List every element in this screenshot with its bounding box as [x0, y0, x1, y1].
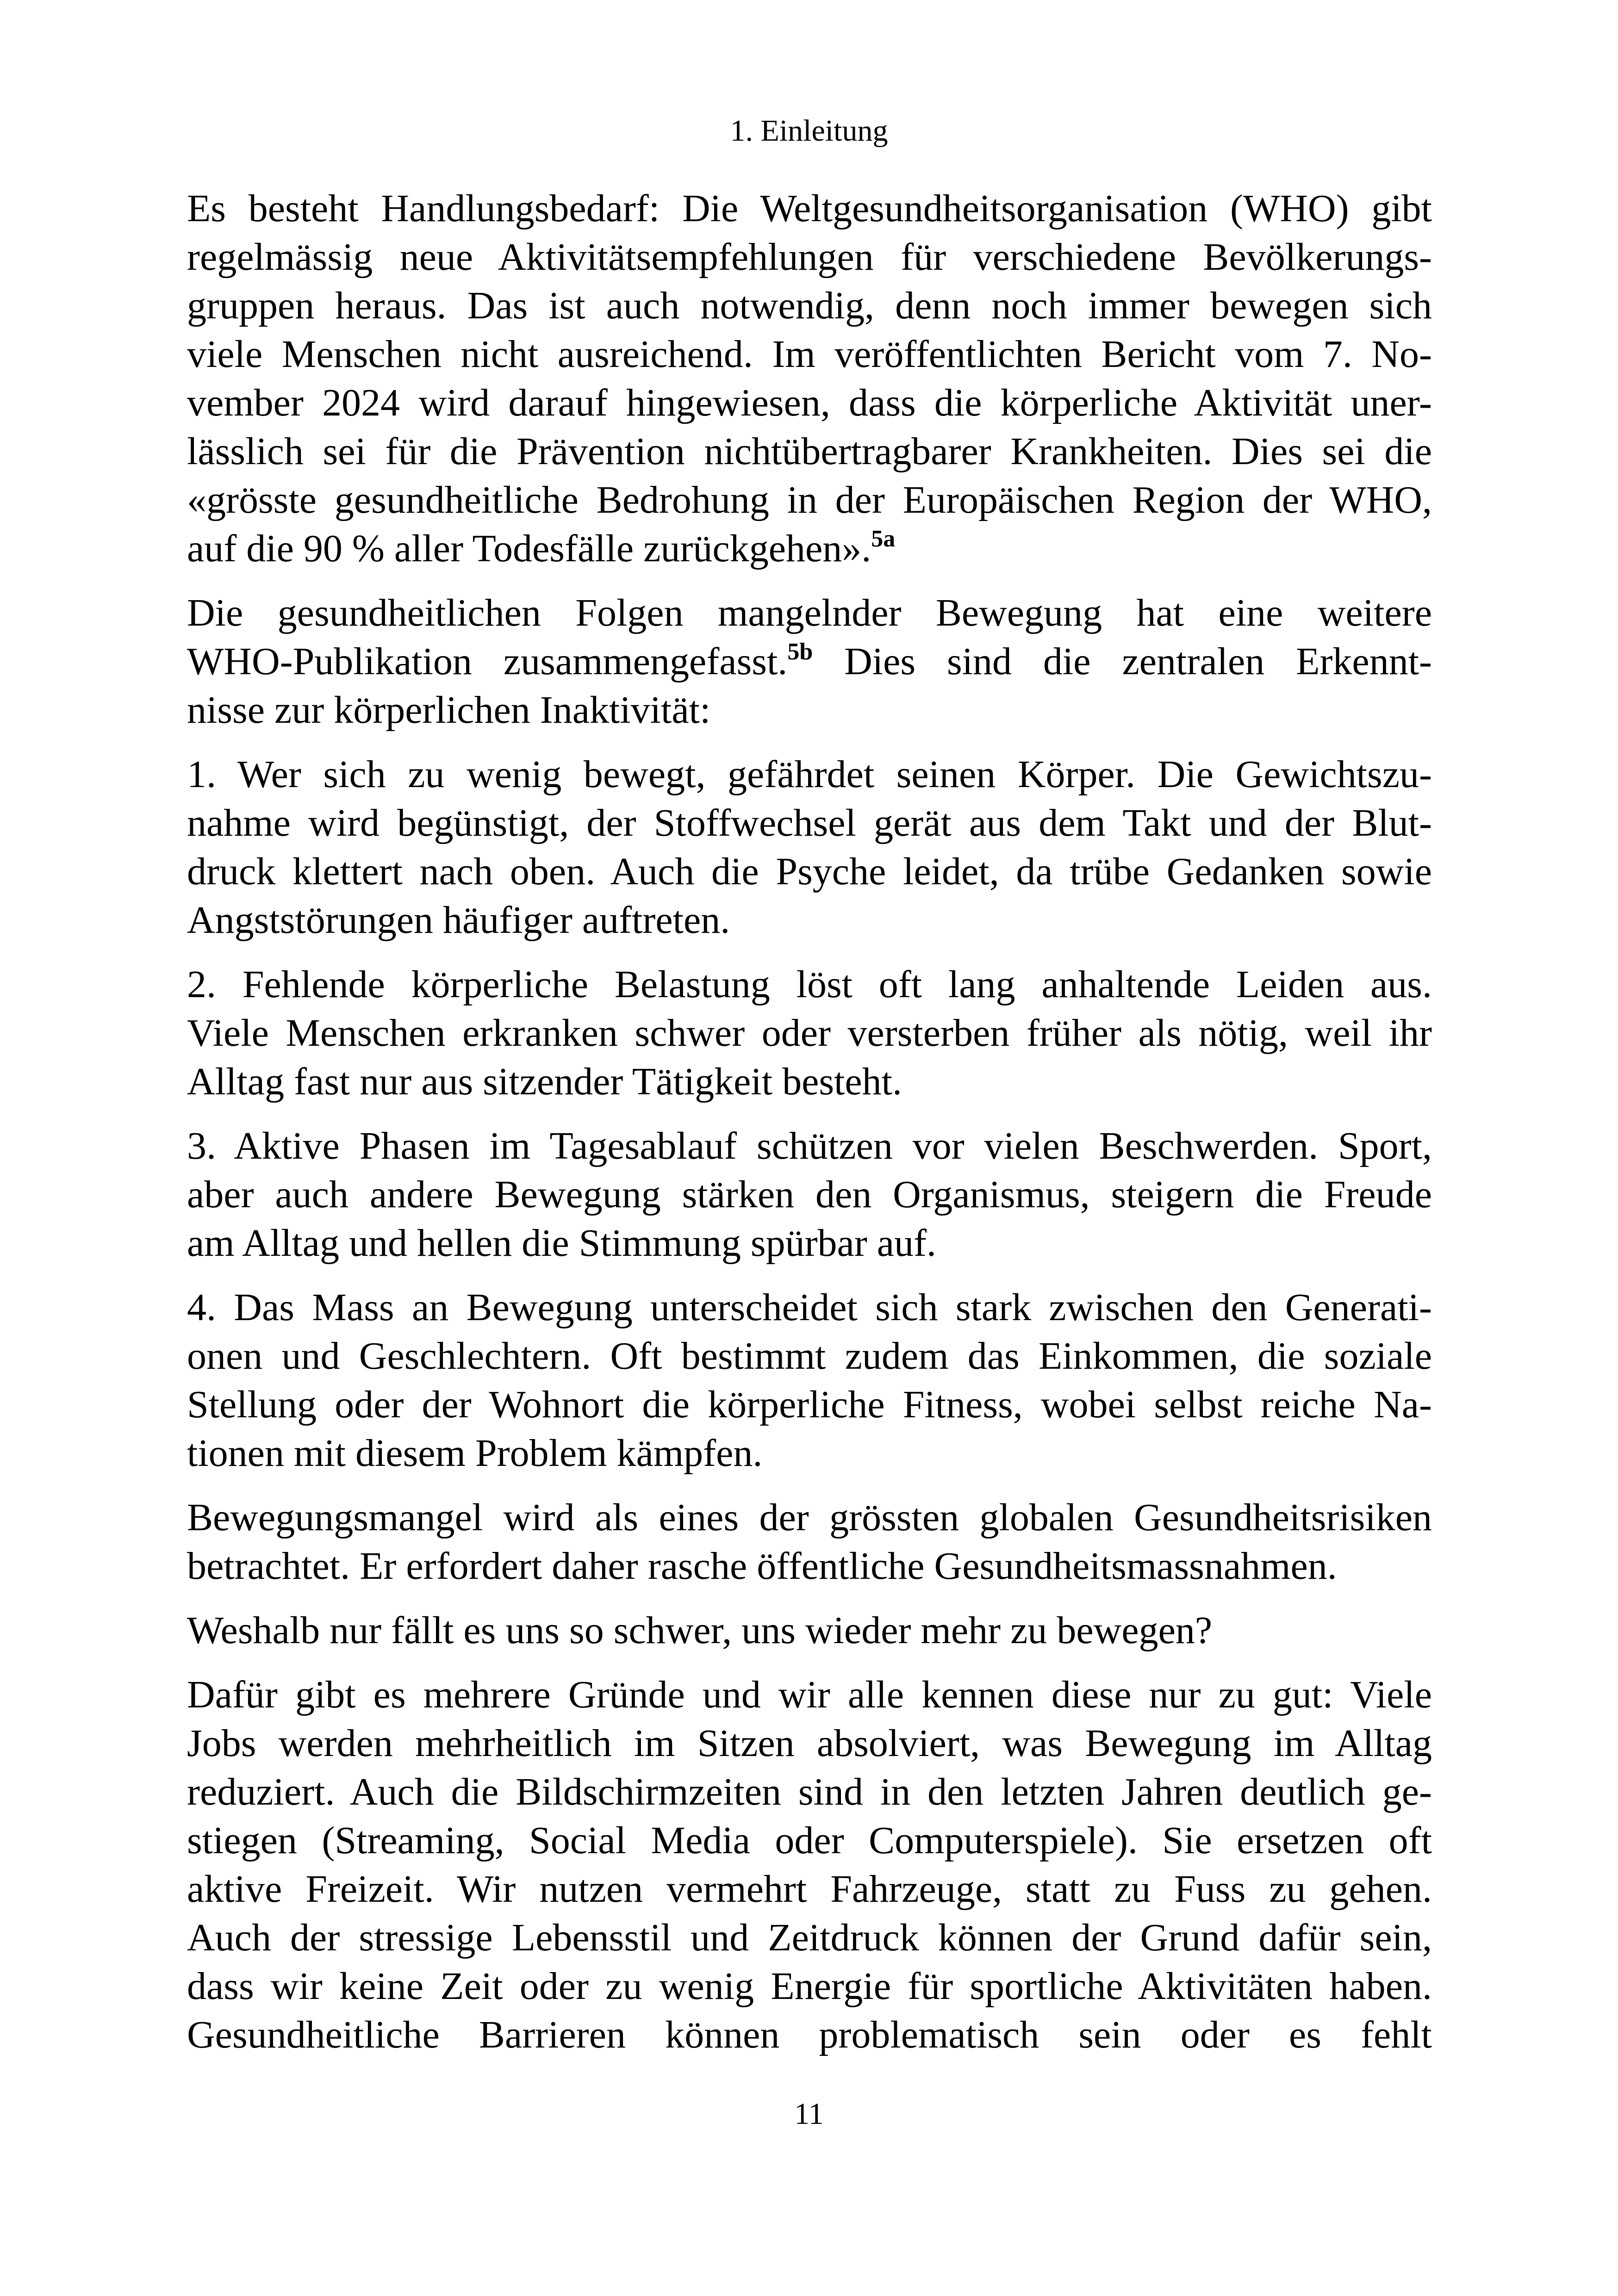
- text-line: nisse zur körperlichen Inaktivität:: [187, 689, 711, 732]
- text-line: onen und Geschlechtern. Oft bestimmt zudem das Einkommen, die soziale: [187, 1334, 1432, 1378]
- paragraph-question: [187, 1606, 1432, 1655]
- footnote-ref-5b[interactable]: 5b: [787, 639, 813, 665]
- text-line: «grösste gesundheitliche Bedrohung in der Europäischen Region der WHO,: [187, 478, 1432, 521]
- text-line: Jobs werden mehrheitlich im Sitzen absolviert, was Bewegung im Alltag: [187, 1722, 1432, 1765]
- paragraph-who-recommendations: [187, 184, 1432, 573]
- text-line: 2. Fehlende körperliche Belastung löst oft lang anhaltende Leiden aus.: [187, 963, 1432, 1006]
- text-line: stiegen (Streaming, Social Media oder Computerspiele). Sie ersetzen oft: [187, 1819, 1432, 1862]
- text-line: Bewegungsmangel wird als eines der grössten globalen Gesundheitsrisiken: [187, 1496, 1432, 1539]
- footnote-ref-5a[interactable]: 5a: [871, 526, 896, 552]
- text-line: regelmässig neue Aktivitätsempfehlungen für verschiedene Bevölkerungs-: [187, 236, 1432, 279]
- text-line: druck klettert nach oben. Auch die Psyche leidet, da trübe Gedanken sowie: [187, 850, 1432, 893]
- text-line: 1. Wer sich zu wenig bewegt, gefährdet seinen Körper. Die Gewichtszu-: [187, 753, 1432, 796]
- text-line: 4. Das Mass an Bewegung unterscheidet sich stark zwischen den Generati-: [187, 1286, 1432, 1329]
- text-line: Angststörungen häufiger auftreten.: [187, 899, 730, 942]
- text-line: lässlich sei für die Prävention nichtübertragbarer Krankheiten. Dies sei die: [187, 430, 1432, 473]
- text-line: tionen mit diesem Problem kämpfen.: [187, 1432, 763, 1475]
- text-line-content: Dies sind die zentralen Erkennt-: [813, 640, 1432, 683]
- text-line: 3. Aktive Phasen im Tagesablauf schützen vor vielen Beschwerden. Sport,: [187, 1124, 1432, 1167]
- text-line: aktive Freizeit. Wir nutzen vermehrt Fahrzeuge, statt zu Fuss zu gehen.: [187, 1868, 1432, 1911]
- text-line: Weshalb nur fällt es uns so schwer, uns wieder mehr zu bewegen?: [187, 1609, 1213, 1652]
- page-number: 11: [794, 2097, 824, 2131]
- paragraph-point-2: [187, 960, 1432, 1106]
- paragraph-point-3: [187, 1122, 1432, 1267]
- text-line-content: WHO-Publikation zusammengefasst.: [187, 640, 788, 683]
- text-line: betrachtet. Er erfordert daher rasche öffentliche Gesundheitsmassnahmen.: [187, 1545, 1337, 1588]
- text-line: [187, 637, 1432, 686]
- text-line: Auch der stressige Lebensstil und Zeitdruck können der Grund dafür sein,: [187, 1916, 1432, 1959]
- text-line: Dafür gibt es mehrere Gründe und wir alle kennen diese nur zu gut: Viele: [187, 1673, 1432, 1716]
- text-line: nahme wird begünstigt, der Stoffwechsel gerät aus dem Takt und der Blut-: [187, 801, 1432, 844]
- text-line: dass wir keine Zeit oder zu wenig Energie für sportliche Aktivitäten haben.: [187, 1965, 1432, 2008]
- paragraph-reasons: [187, 1670, 1432, 2059]
- text-line: Gesundheitliche Barrieren können problematisch sein oder es fehlt: [187, 2013, 1432, 2056]
- text-line: Es besteht Handlungsbedarf: Die Weltgesundheitsorganisation (WHO) gibt: [187, 187, 1432, 230]
- body-text: [187, 184, 1432, 2075]
- text-line: vember 2024 wird darauf hingewiesen, dass die körperliche Aktivität uner-: [187, 381, 1432, 424]
- text-line-content: auf die 90 % aller Todesfälle zurückgehen».: [187, 527, 871, 570]
- paragraph-point-1: [187, 750, 1432, 944]
- text-line: Die gesundheitlichen Folgen mangelnder Bewegung hat eine weitere: [187, 591, 1432, 634]
- running-header: 1. Einleitung: [730, 114, 888, 148]
- text-line: am Alltag und hellen die Stimmung spürbar auf.: [187, 1222, 937, 1265]
- paragraph-health-risk: [187, 1493, 1432, 1590]
- text-line: Stellung oder der Wohnort die körperliche Fitness, wobei selbst reiche Na-: [187, 1383, 1432, 1426]
- paragraph-point-4: [187, 1283, 1432, 1477]
- text-line: gruppen heraus. Das ist auch notwendig, denn noch immer bewegen sich: [187, 284, 1432, 327]
- text-line: reduziert. Auch die Bildschirmzeiten sind in den letzten Jahren deutlich ge-: [187, 1770, 1432, 1813]
- text-line: Alltag fast nur aus sitzender Tätigkeit besteht.: [187, 1060, 902, 1103]
- paragraph-who-publication: [187, 589, 1432, 734]
- text-line: viele Menschen nicht ausreichend. Im veröffentlichten Bericht vom 7. No-: [187, 333, 1432, 376]
- text-line: Viele Menschen erkranken schwer oder versterben früher als nötig, weil ihr: [187, 1011, 1432, 1055]
- text-line: aber auch andere Bewegung stärken den Organismus, steigern die Freude: [187, 1173, 1432, 1216]
- text-line: [187, 524, 1432, 573]
